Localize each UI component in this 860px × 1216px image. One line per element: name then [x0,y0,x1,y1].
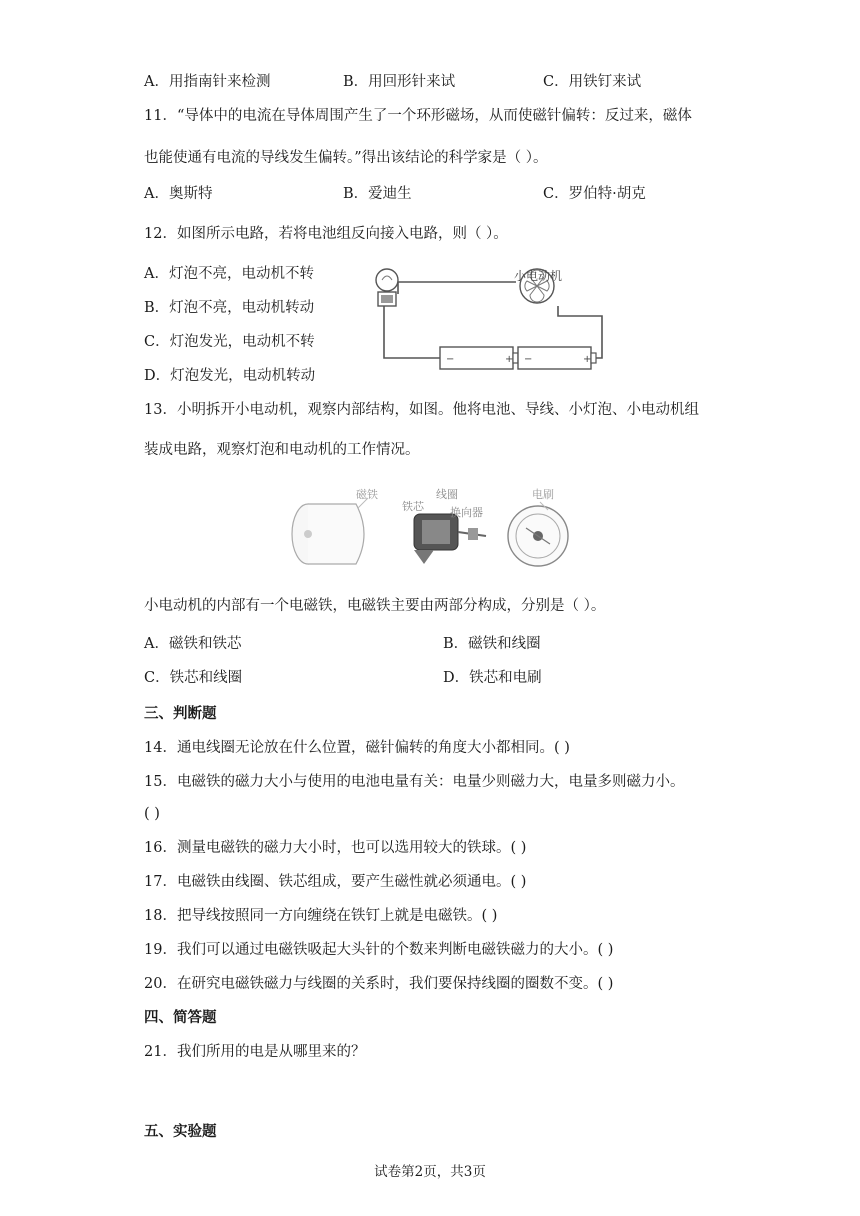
label-magnet: 磁铁 [356,488,378,501]
section-4-heading: 四、简答题 [144,1009,217,1026]
label-iron-core: 铁芯 [402,500,424,513]
q11-stem-line1: 11．“导体中的电流在导体周围产生了一个环形磁场，从而使磁针偏转：反过来，磁体 [144,108,692,124]
rotor-icon [414,514,486,564]
q12-stem: 12．如图所示电路，若将电池组反向接入电路，则（ ）。 [144,226,508,242]
q15-line2: ( ) [144,806,160,822]
battery2-minus: − [524,354,533,365]
q13-stem-line2: 装成电路，观察灯泡和电动机的工作情况。 [144,442,420,458]
q12-option-c: C．灯泡发光，电动机不转 [144,334,315,350]
section-3-heading: 三、判断题 [144,705,217,722]
page-footer: 试卷第2页，共3页 [374,1164,486,1180]
circuit-figure [362,258,612,370]
label-brush: 电刷 [532,488,554,501]
q14: 14．通电线圈无论放在什么位置，磁针偏转的角度大小都相同。( ) [144,740,570,756]
q13-stem-line1: 13．小明拆开小电动机，观察内部结构，如图。他将电池、导线、小灯泡、小电动机组 [144,402,699,418]
q13-option-b: B．磁铁和线圈 [443,636,541,652]
label-coil: 线圈 [436,488,458,501]
bulb-icon [376,269,398,306]
q13-option-d: D．铁芯和电刷 [443,670,542,686]
battery-icon [518,347,596,369]
q11-option-c: C．罗伯特·胡克 [543,186,646,202]
q12-option-a: A．灯泡不亮，电动机不转 [144,266,314,282]
end-cap-icon [508,502,568,566]
label-commutator: 换向器 [450,506,483,519]
motor-parts-figure [286,484,576,576]
q18: 18．把导线按照同一方向缠绕在铁钉上就是电磁铁。( ) [144,908,498,924]
battery1-plus: + [505,354,514,365]
q11-option-a: A．奥斯特 [144,186,213,202]
motor-label: 小电动机 [514,269,563,283]
q10-option-b: B．用回形针来试 [343,74,456,90]
q13-option-c: C．铁芯和线圈 [144,670,243,686]
q10-option-a: A．用指南针来检测 [144,74,271,90]
q13-question: 小电动机的内部有一个电磁铁，电磁铁主要由两部分构成，分别是（ ）。 [144,598,606,614]
section-5-heading: 五、实验题 [144,1123,217,1140]
motor-housing-icon [292,498,368,564]
battery1-minus: − [446,354,455,365]
q11-stem-line2: 也能使通有电流的导线发生偏转。”得出该结论的科学家是（ ）。 [144,150,548,166]
q10-option-c: C．用铁钉来试 [543,74,642,90]
q17: 17．电磁铁由线圈、铁芯组成，要产生磁性就必须通电。( ) [144,874,527,890]
q12-option-b: B．灯泡不亮，电动机转动 [144,300,315,316]
battery-icon [440,347,518,369]
q16: 16．测量电磁铁的磁力大小时，也可以选用较大的铁球。( ) [144,840,527,856]
q15-line1: 15．电磁铁的磁力大小与使用的电池电量有关：电量少则磁力大，电量多则磁力小。 [144,774,685,790]
q21: 21．我们所用的电是从哪里来的？ [144,1044,366,1060]
q19: 19．我们可以通过电磁铁吸起大头针的个数来判断电磁铁磁力的大小。( ) [144,942,614,958]
q11-option-b: B．爱迪生 [343,186,412,202]
q20: 20．在研究电磁铁磁力与线圈的关系时，我们要保持线圈的圈数不变。( ) [144,976,614,992]
battery2-plus: + [583,354,592,365]
q13-option-a: A．磁铁和铁芯 [144,636,242,652]
q12-option-d: D．灯泡发光，电动机转动 [144,368,316,384]
